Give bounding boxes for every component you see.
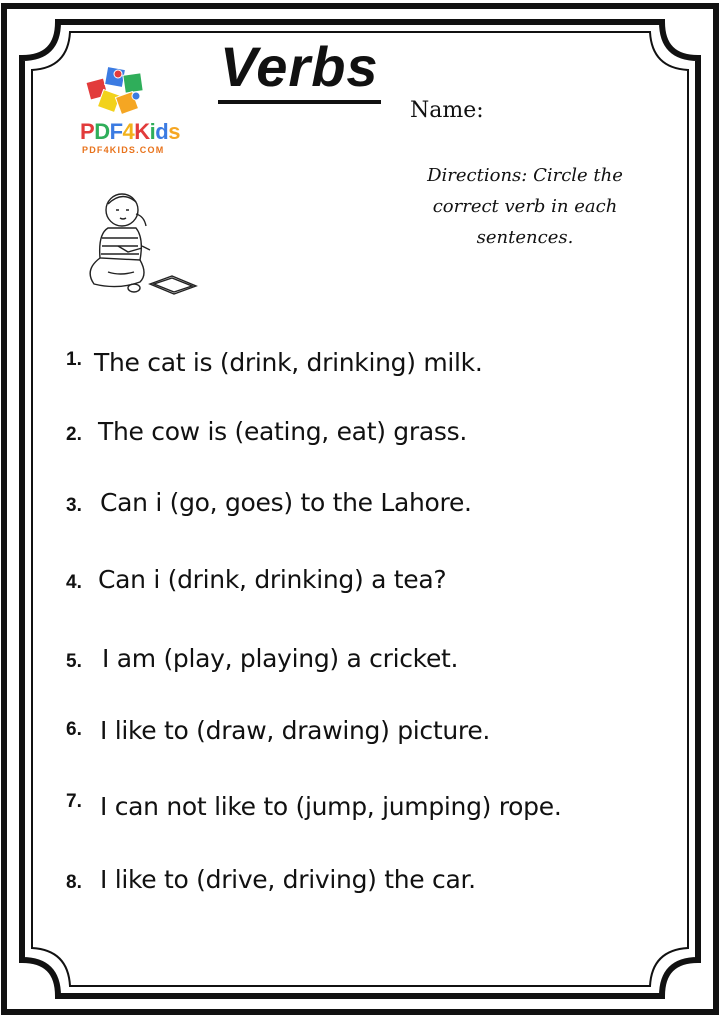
question-number: 5. (66, 651, 82, 672)
question-number: 4. (66, 572, 82, 593)
question-number: 3. (66, 495, 82, 516)
question-text: The cat is (drink, drinking) milk. (94, 348, 483, 377)
worksheet-title: Verbs (218, 34, 381, 104)
question-number: 7. (66, 791, 82, 812)
question-number: 8. (66, 872, 82, 893)
question-text: Can i (drink, drinking) a tea? (98, 565, 447, 594)
question-1 (66, 348, 482, 377)
question-5 (66, 644, 458, 673)
name-label: Name: (410, 98, 484, 123)
question-7 (66, 792, 561, 821)
question-text: I like to (draw, drawing) picture. (100, 716, 491, 745)
question-text: I can not like to (jump, jumping) rope. (100, 792, 562, 821)
question-6 (66, 716, 490, 745)
question-number: 1. (66, 349, 82, 370)
question-text: I like to (drive, driving) the car. (100, 865, 476, 894)
question-text: The cow is (eating, eat) grass. (98, 417, 467, 446)
logo-text: PDF4Kids (80, 119, 180, 144)
question-8 (66, 865, 476, 894)
question-text: I am (play, playing) a cricket. (102, 644, 459, 673)
boy-drawing-illustration (78, 188, 202, 304)
question-number: 6. (66, 719, 82, 740)
logo-url: PDF4KIDS.COM (82, 145, 165, 155)
question-3 (66, 488, 472, 517)
directions-text: Directions: Circle the correct verb in each sentences. (427, 165, 623, 248)
question-text: Can i (go, goes) to the Lahore. (100, 488, 472, 517)
question-2 (66, 417, 467, 446)
question-number: 2. (66, 424, 82, 445)
question-4 (66, 565, 446, 594)
